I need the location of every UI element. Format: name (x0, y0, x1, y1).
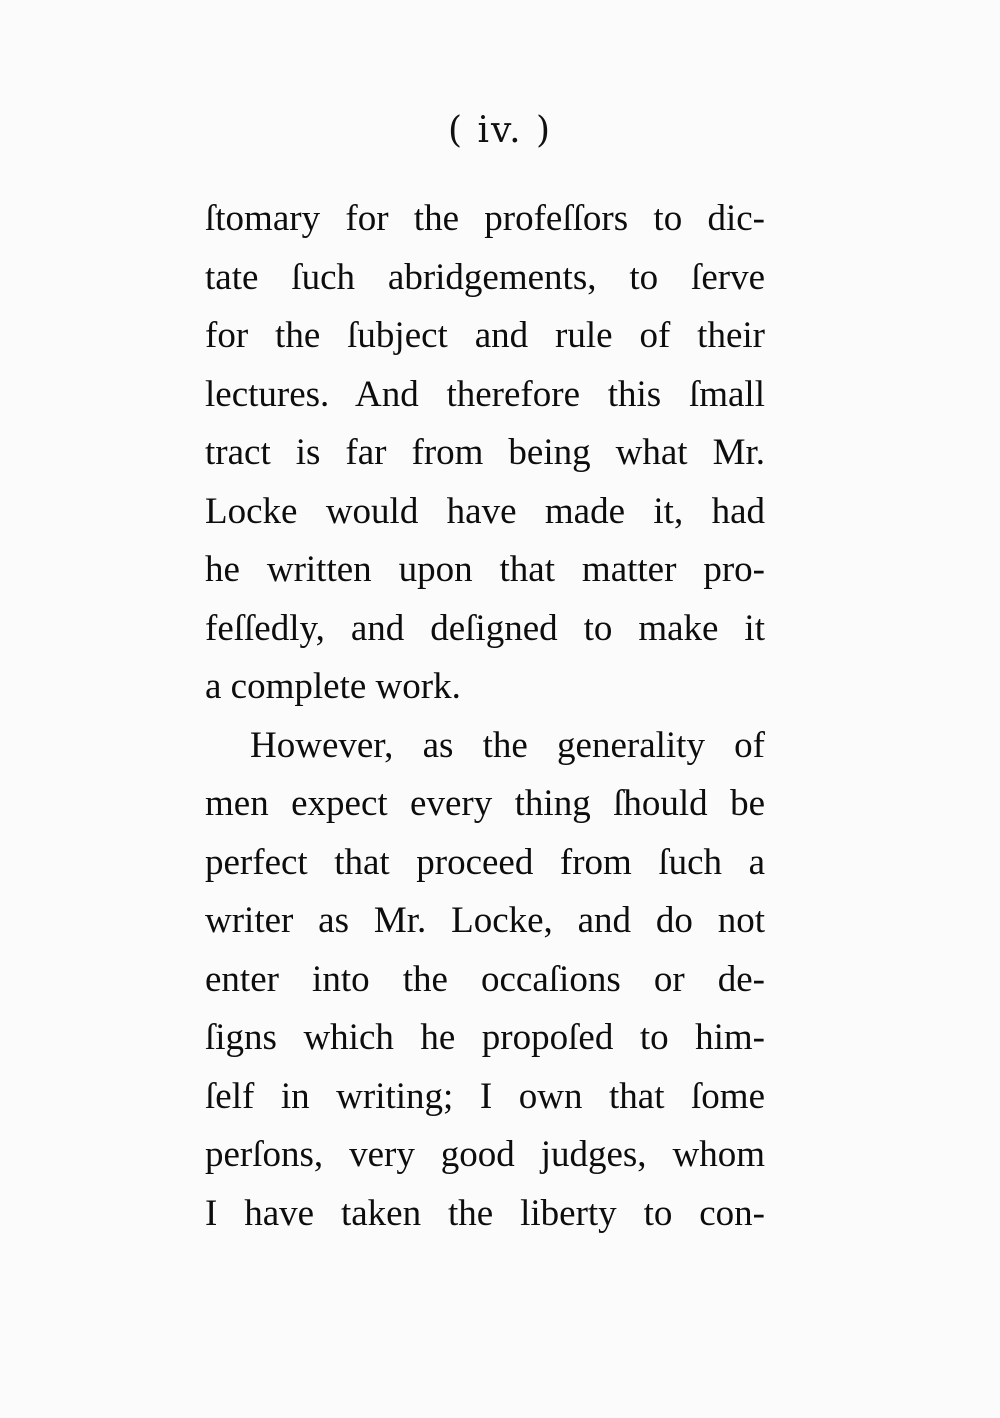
page-number-header: ( iv. ) (448, 110, 552, 151)
text-line: tate ſuch abridgements, to ſerve (205, 256, 765, 298)
text-line: tract is far from being what Mr. (205, 432, 765, 473)
text-line: I have taken the liberty to con- (205, 1192, 765, 1234)
text-line: ſelf in writing; I own that ſome (205, 1075, 765, 1117)
paragraph-first-line: However, as the generality of (250, 724, 765, 766)
text-line: ſigns which he propoſed to him- (205, 1017, 765, 1058)
text-line: perfect that proceed from ſuch a (205, 841, 765, 883)
text-line: men expect every thing ſhould be (205, 783, 765, 824)
paragraph-end-line: a complete work. (205, 666, 461, 707)
text-line: enter into the occaſions or de- (205, 958, 765, 1000)
text-line: Locke would have made it, had (205, 490, 765, 532)
text-line: feſſedly, and deſigned to make it (205, 607, 765, 649)
text-line: writer as Mr. Locke, and do not (205, 900, 765, 941)
text-line: perſons, very good judges, whom (205, 1134, 765, 1175)
body-text (205, 190, 765, 1243)
text-line: for the ſubject and rule of their (205, 315, 765, 356)
text-line: he written upon that matter pro- (205, 549, 765, 590)
text-line: lectures. And therefore this ſmall (205, 373, 765, 415)
text-line: ſtomary for the profeſſors to dic- (205, 198, 765, 239)
